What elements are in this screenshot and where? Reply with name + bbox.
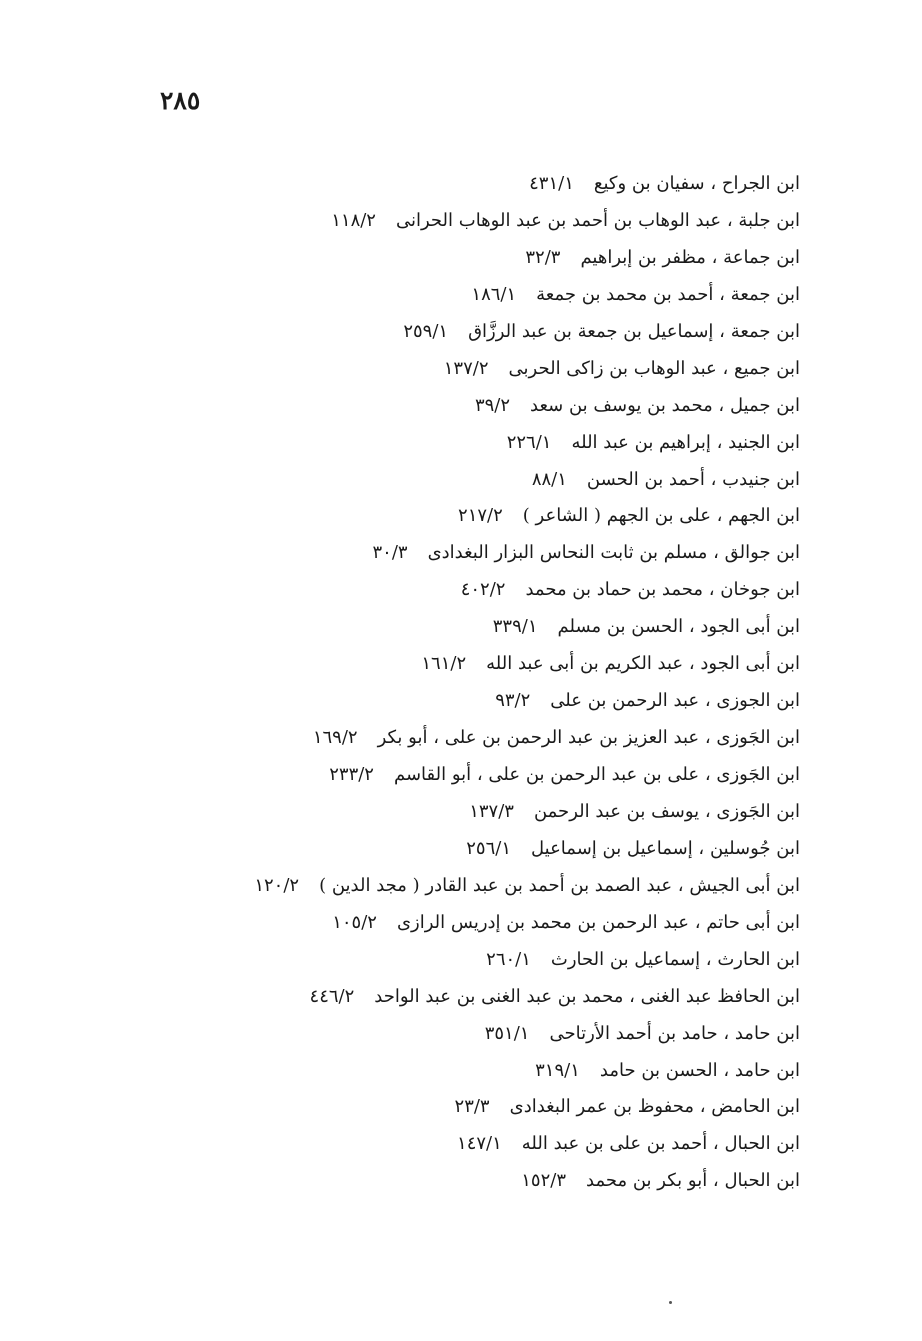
entry-name: ابن حامد ، حامد بن أحمد الأرتاحى <box>549 1022 800 1044</box>
entry-reference: ٢٥٩/١ <box>403 320 449 342</box>
entry-name: ابن الحارث ، إسماعيل بن الحارث <box>550 948 800 970</box>
entry-name: ابن الحبال ، أبو بكر بن محمد <box>586 1170 800 1192</box>
index-entry <box>60 720 800 757</box>
entry-reference: ١٥٢/٣ <box>521 1170 567 1192</box>
page-number: ٢٨٥ <box>160 86 201 115</box>
entry-name: ابن جُوسلين ، إسماعيل بن إسماعيل <box>531 837 800 859</box>
entry-name: ابن جمعة ، إسماعيل بن جمعة بن عبد الرزَّاق <box>468 320 800 342</box>
entry-name: ابن الجنيد ، إبراهيم بن عبد الله <box>571 431 800 453</box>
entry-reference: ٢١٧/٢ <box>458 505 503 527</box>
entry-reference: ٣٠/٣ <box>372 542 408 564</box>
index-entry <box>60 1089 800 1126</box>
index-entry <box>60 609 800 646</box>
index-entry <box>60 1126 800 1163</box>
index-entries <box>60 166 800 1200</box>
entry-reference: ١٦١/٢ <box>421 653 467 675</box>
index-entry <box>60 314 800 351</box>
entry-reference: ٩٣/٢ <box>495 690 531 712</box>
index-entry <box>60 794 800 831</box>
index-entry <box>60 535 800 572</box>
entry-reference: ٣٥١/١ <box>484 1022 530 1044</box>
entry-name: ابن جنيدب ، أحمد بن الحسن <box>586 468 800 490</box>
entry-reference: ٢٢٦/١ <box>506 431 552 453</box>
entry-reference: ٣٢/٣ <box>525 246 561 268</box>
index-entry <box>60 240 800 277</box>
index-entry <box>60 425 800 462</box>
entry-reference: ٣٣٩/١ <box>492 616 538 638</box>
entry-reference: ١١٨/٢ <box>331 209 376 231</box>
index-entry <box>60 905 800 942</box>
entry-name: ابن جميل ، محمد بن يوسف بن سعد <box>530 394 800 416</box>
index-entry <box>60 498 800 535</box>
entry-name: ابن الحافظ عبد الغنى ، محمد بن عبد الغنى بن عبد الواحد <box>374 985 800 1007</box>
entry-reference: ٨٨/١ <box>531 468 567 490</box>
index-entry <box>60 1053 800 1090</box>
entry-reference: ٢٣/٣ <box>454 1096 490 1118</box>
index-entry <box>60 388 800 425</box>
entry-reference: ٤٠٢/٢ <box>460 579 506 601</box>
index-entry <box>60 979 800 1016</box>
index-entry <box>60 942 800 979</box>
index-entry <box>60 831 800 868</box>
entry-name: ابن الحامض ، محفوظ بن عمر البغدادى <box>509 1096 800 1118</box>
scan-speck <box>669 1301 672 1304</box>
entry-reference: ٣٩/٢ <box>474 394 511 416</box>
entry-name: ابن جمعة ، أحمد بن محمد بن جمعة <box>536 283 800 305</box>
index-entry <box>60 351 800 388</box>
entry-reference: ١٣٧/٢ <box>443 357 489 379</box>
index-entry <box>60 277 800 314</box>
index-entry <box>60 646 800 683</box>
index-entry <box>60 572 800 609</box>
entry-name: ابن الجَوزى ، على بن عبد الرحمن بن على ، أبو القاسم <box>393 764 800 785</box>
entry-reference: ٢٣٣/٢ <box>329 764 374 785</box>
entry-name: ابن الجهم ، على بن الجهم ( الشاعر ) <box>522 505 800 527</box>
entry-name: ابن الجوزى ، عبد الرحمن بن على <box>550 690 800 712</box>
entry-name: ابن جماعة ، مظفر بن إبراهيم <box>580 246 800 268</box>
entry-reference: ١٤٧/١ <box>457 1133 502 1155</box>
index-entry <box>60 1016 800 1053</box>
index-entry <box>60 1163 800 1200</box>
index-entry <box>60 683 800 720</box>
entry-reference: ١٠٥/٢ <box>332 911 377 933</box>
entry-name: ابن حامد ، الحسن بن حامد <box>599 1059 800 1081</box>
entry-reference: ٣١٩/١ <box>535 1059 580 1081</box>
entry-name: ابن جلبة ، عبد الوهاب بن أحمد بن عبد الوهاب الحرانى <box>395 209 800 231</box>
entry-reference: ٢٦٠/١ <box>486 948 531 970</box>
entry-name: ابن الجَوزى ، يوسف بن عبد الرحمن <box>533 800 800 822</box>
entry-name: ابن أبى الجود ، عبد الكريم بن أبى عبد الله <box>486 653 800 675</box>
index-entry <box>60 462 800 499</box>
index-entry <box>60 166 800 203</box>
entry-name: ابن الجَوزى ، عبد العزيز بن عبد الرحمن بن على ، أبو بكر <box>377 727 800 749</box>
entry-name: ابن جوالق ، مسلم بن ثابت النحاس البزار البغدادى <box>427 542 800 564</box>
entry-name: ابن الجراح ، سفيان بن وكيع <box>593 173 800 194</box>
entry-name: ابن أبى الجيش ، عبد الصمد بن أحمد بن عبد القادر ( مجد الدين ) <box>319 874 800 896</box>
entry-reference: ٤٤٦/٢ <box>309 985 355 1007</box>
index-entry <box>60 203 800 240</box>
entry-reference: ١٨٦/١ <box>471 283 517 305</box>
index-entry <box>60 757 800 794</box>
entry-name: ابن أبى حاتم ، عبد الرحمن بن محمد بن إدريس الرازى <box>396 911 800 933</box>
entry-reference: ٤٣١/١ <box>529 173 574 194</box>
entry-name: ابن الحبال ، أحمد بن على بن عبد الله <box>521 1133 800 1155</box>
entry-name: ابن جوخان ، محمد بن حماد بن محمد <box>525 579 800 601</box>
entry-name: ابن جميع ، عبد الوهاب بن زاكى الحربى <box>508 357 800 379</box>
entry-reference: ٢٥٦/١ <box>466 837 511 859</box>
entry-reference: ١٣٧/٣ <box>469 800 514 822</box>
index-entry <box>60 868 800 905</box>
entry-reference: ١٦٩/٢ <box>312 727 358 749</box>
entry-name: ابن أبى الجود ، الحسن بن مسلم <box>557 616 800 638</box>
entry-reference: ١٢٠/٢ <box>254 874 300 896</box>
